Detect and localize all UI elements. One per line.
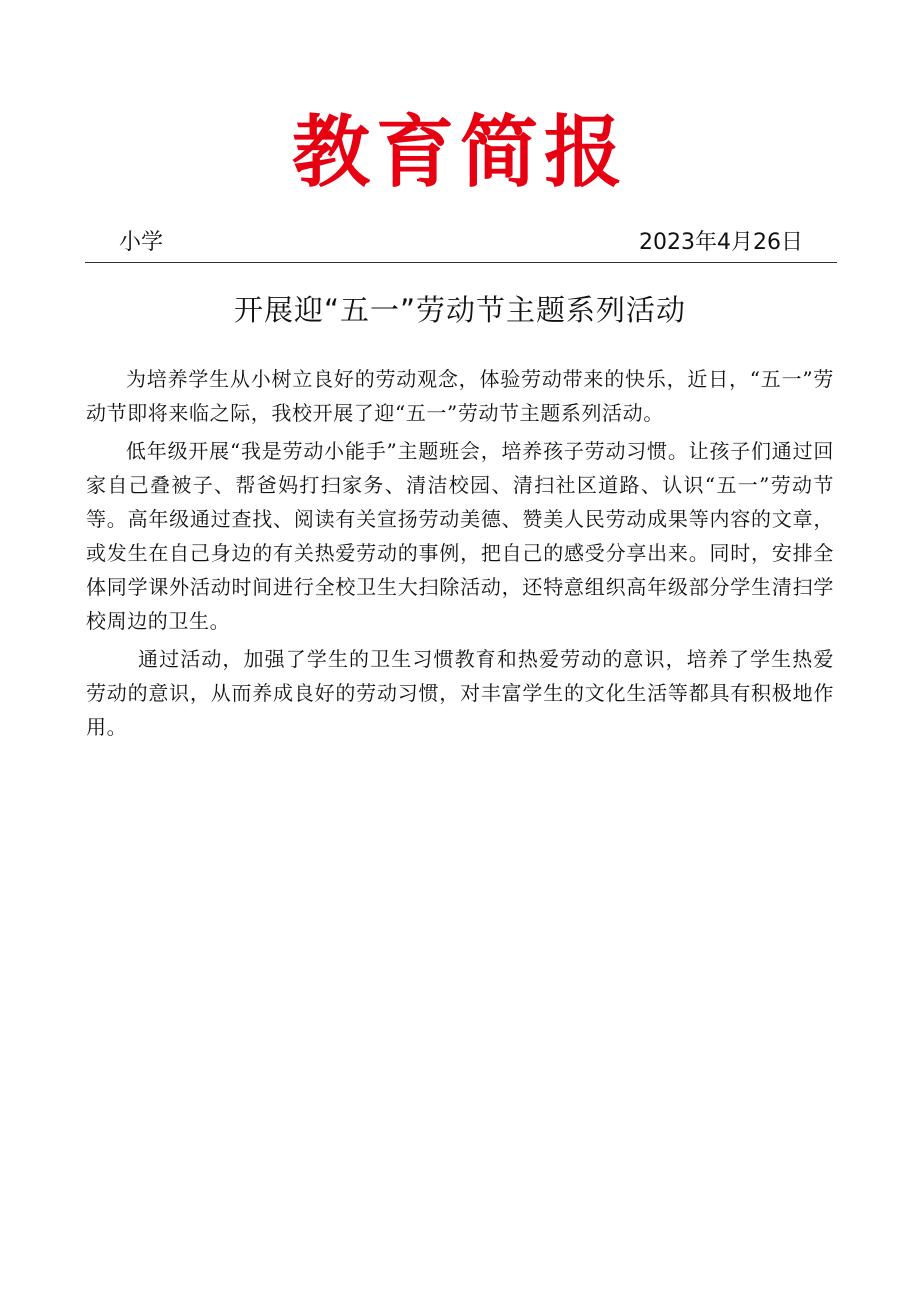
- meta-row: [85, 228, 837, 263]
- school-name: 小学: [119, 230, 164, 255]
- article-paragraph: 通过活动，加强了学生的卫生习惯教育和热爱劳动的意识，培养了学生热爱劳动的意识，从而养成良好的劳动习惯，对丰富学生的文化生活等都具有积极地作用。: [86, 647, 834, 739]
- article-paragraph: 为培养学生从小树立良好的劳动观念，体验劳动带来的快乐，近日，“五一”劳动节即将来临之际，我校开展了迎“五一”劳动节主题系列活动。: [86, 367, 834, 425]
- masthead-title: 教育简报: [291, 107, 628, 198]
- issue-date: 2023年4月26日: [639, 230, 803, 255]
- article-paragraph: 低年级开展“我是劳动小能手”主题班会，培养孩子劳动习惯。让孩子们通过回家自己叠被子、帮爸妈打扫家务、清洁校园、清扫社区道路、认识“五一”劳动节等。高年级通过查找、阅读有关宣扬劳动美德、赞美人民劳动成果等内容的文章，或发生在自己身边的有关热爱劳动的事例，把自己的感受分享出来。同时，安排全体同学课外活动时间进行全校卫生大扫除活动，还特意组织高年级部分学生清扫学校周边的卫生。: [86, 439, 834, 633]
- article-headline: 开展迎“五一”劳动节主题系列活动: [233, 293, 687, 327]
- article-body: [86, 362, 834, 748]
